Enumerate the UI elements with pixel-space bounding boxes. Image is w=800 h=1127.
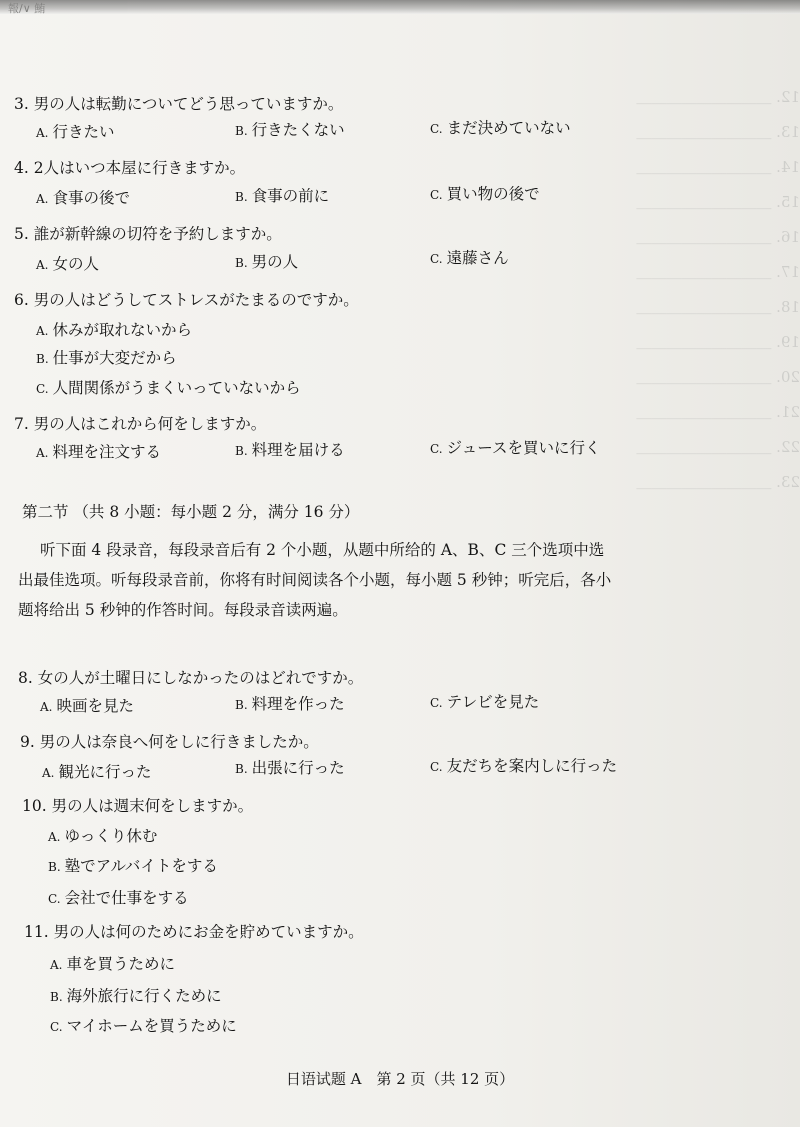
q11-option-a: A. 車を買うために — [50, 955, 175, 973]
q5-option-b: B. 男の人 — [235, 253, 299, 271]
q10-option-b: B. 塾でアルバイトをする — [48, 857, 218, 875]
q4-option-b: B. 食事の前に — [235, 187, 330, 205]
q7-option-c: C. ジュースを買いに行く — [430, 439, 601, 457]
q11-option-b: B. 海外旅行に行くために — [50, 987, 222, 1005]
q6-option-a: A. 休みが取れないから — [36, 321, 192, 339]
q7-option-a: A. 料理を注文する — [36, 443, 161, 461]
q7-option-b: B. 料理を届ける — [235, 441, 345, 459]
question-9: 9. 男の人は奈良へ何をしに行きましたか。 — [20, 733, 319, 751]
section-2-instruction-line-1: 听下面 4 段录音，每段录音后有 2 个小题，从题中所给的 A、B、C 三个选项中选 — [40, 541, 605, 559]
q9-option-b: B. 出張に行った — [235, 759, 345, 777]
q5-option-a: A. 女の人 — [36, 255, 99, 273]
question-3: 3. 男の人は転勤についてどう思っていますか。 — [14, 95, 344, 113]
question-6: 6. 男の人はどうしてストレスがたまるのですか。 — [14, 291, 359, 309]
question-11: 11. 男の人は何のためにお金を貯めていますか。 — [24, 923, 364, 941]
bleed-through-text: 12. ＿＿＿＿＿＿＿＿＿ 13. ＿＿＿＿＿＿＿＿＿ 14. ＿＿＿＿＿＿＿＿＿ 15. ＿＿＿＿＿＿＿＿＿ 16. ＿＿＿＿＿＿＿＿＿ 17. ＿＿＿＿＿＿＿＿＿ 18. ＿＿＿＿＿＿＿＿＿ 19. ＿＿＿＿＿＿＿＿＿ 20. ＿＿＿＿＿＿＿＿＿ 21. ＿＿＿＿＿＿＿＿＿ 22. ＿＿＿＿＿＿＿＿＿ 23. ＿＿＿＿＿＿＿＿＿ — [636, 88, 800, 491]
question-4: 4. 2人はいつ本屋に行きますか。 — [14, 159, 246, 177]
q8-option-a: A. 映画を見た — [40, 697, 134, 715]
question-5: 5. 誰が新幹線の切符を予約しますか。 — [14, 225, 282, 243]
q10-option-a: A. ゆっくり休む — [48, 827, 158, 845]
q6-option-b: B. 仕事が大変だから — [36, 349, 177, 367]
q9-option-a: A. 観光に行った — [42, 763, 152, 781]
q5-option-c: C. 遠藤さん — [430, 249, 509, 267]
header-scrap-text: 報/∨ 鮪 — [8, 2, 46, 15]
q4-option-c: C. 買い物の後で — [430, 185, 540, 203]
section-2-instruction-line-3: 题将给出 5 秒钟的作答时间。每段录音读两遍。 — [18, 601, 348, 619]
section-2-instruction-line-2: 出最佳选项。听每段录音前，你将有时间阅读各个小题，每小题 5 秒钟；听完后，各小 — [18, 571, 612, 589]
q8-option-b: B. 料理を作った — [235, 695, 345, 713]
q3-option-c: C. まだ決めていない — [430, 119, 571, 137]
question-7: 7. 男の人はこれから何をしますか。 — [14, 415, 267, 433]
q8-option-c: C. テレビを見た — [430, 693, 540, 711]
question-10: 10. 男の人は週末何をしますか。 — [22, 797, 254, 815]
q9-option-c: C. 友だちを案内しに行った — [430, 757, 618, 775]
q11-option-c: C. マイホームを買うために — [50, 1017, 237, 1035]
q3-option-a: A. 行きたい — [36, 123, 115, 141]
q6-option-c: C. 人間関係がうまくいっていないから — [36, 379, 301, 397]
section-2-title: 第二节 （共 8 小题：每小题 2 分，满分 16 分） — [22, 503, 360, 521]
q10-option-c: C. 会社で仕事をする — [48, 889, 189, 907]
question-8: 8. 女の人が土曜日にしなかったのはどれですか。 — [18, 669, 364, 687]
page-footer: 日语试题 A 第 2 页（共 12 页） — [285, 1070, 515, 1088]
q3-option-b: B. 行きたくない — [235, 121, 345, 139]
q4-option-a: A. 食事の後で — [36, 189, 130, 207]
